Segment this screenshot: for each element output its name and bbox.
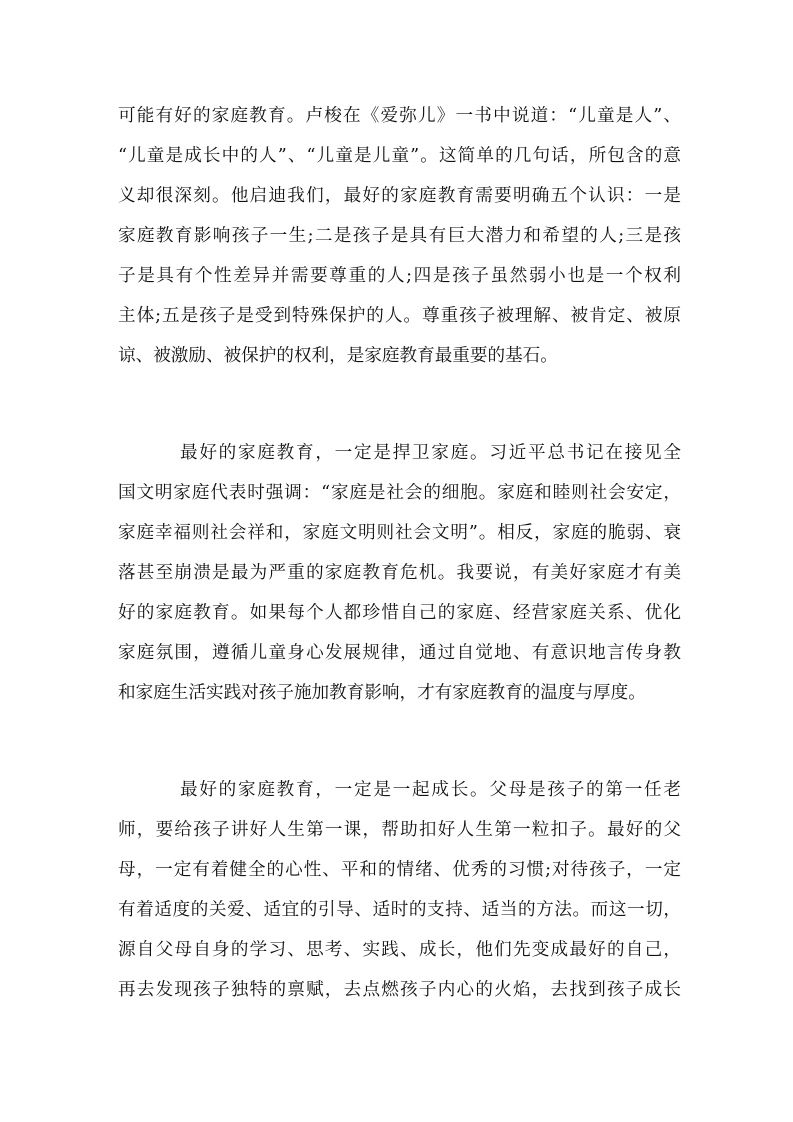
text-line: 最好的家庭教育，一定是一起成长。父母是孩子的第一任老: [180, 780, 681, 800]
text-line: 和家庭生活实践对孩子施加教育影响，才有家庭教育的温度与厚度。: [118, 683, 646, 703]
paragraph-grow-together: [118, 770, 681, 1010]
text-line: “儿童是成长中的人”、“儿童是儿童”。这简单的几句话，所包含的意: [118, 146, 681, 166]
text-line: 师，要给孩子讲好人生第一课，帮助扣好人生第一粒扣子。最好的父: [118, 820, 681, 840]
text-line: 可能有好的家庭教育。卢梭在《爱弥儿》一书中说道：“儿童是人”、: [118, 106, 681, 126]
text-line: 主体;五是孩子是受到特殊保护的人。尊重孩子被理解、被肯定、被原: [118, 306, 681, 326]
text-line: 有着适度的关爱、适宜的引导、适时的支持、适当的方法。而这一切，: [118, 900, 681, 920]
text-line: 母，一定有着健全的心性、平和的情绪、优秀的习惯;对待孩子，一定: [118, 860, 681, 880]
text-line: 最好的家庭教育，一定是捍卫家庭。习近平总书记在接见全: [180, 443, 681, 463]
text-line: 国文明家庭代表时强调：“家庭是社会的细胞。家庭和睦则社会安定，: [118, 483, 681, 503]
text-line: 子是具有个性差异并需要尊重的人;四是孩子虽然弱小也是一个权利: [118, 266, 681, 286]
text-line: 再去发现孩子独特的禀赋，去点燃孩子内心的火焰，去找到孩子成长: [118, 980, 681, 1000]
text-line: 家庭幸福则社会祥和，家庭文明则社会文明”。相反，家庭的脆弱、衰: [118, 523, 681, 543]
text-line: 义却很深刻。他启迪我们，最好的家庭教育需要明确五个认识：一是: [118, 186, 681, 206]
text-line: 源自父母自身的学习、思考、实践、成长，他们先变成最好的自己，: [118, 940, 681, 960]
document-body: [118, 96, 681, 1010]
paragraph-spacer: [118, 713, 681, 770]
text-line: 好的家庭教育。如果每个人都珍惜自己的家庭、经营家庭关系、优化: [118, 603, 681, 623]
paragraph-rousseau: [118, 96, 681, 376]
text-line: 谅、被激励、被保护的权利，是家庭教育最重要的基石。: [118, 346, 558, 366]
paragraph-defend-family: [118, 433, 681, 713]
text-line: 家庭氛围，遵循儿童身心发展规律，通过自觉地、有意识地言传身教: [118, 643, 681, 663]
paragraph-spacer: [118, 376, 681, 433]
text-line: 家庭教育影响孩子一生;二是孩子是具有巨大潜力和希望的人;三是孩: [118, 226, 681, 246]
text-line: 落甚至崩溃是最为严重的家庭教育危机。我要说，有美好家庭才有美: [118, 563, 681, 583]
